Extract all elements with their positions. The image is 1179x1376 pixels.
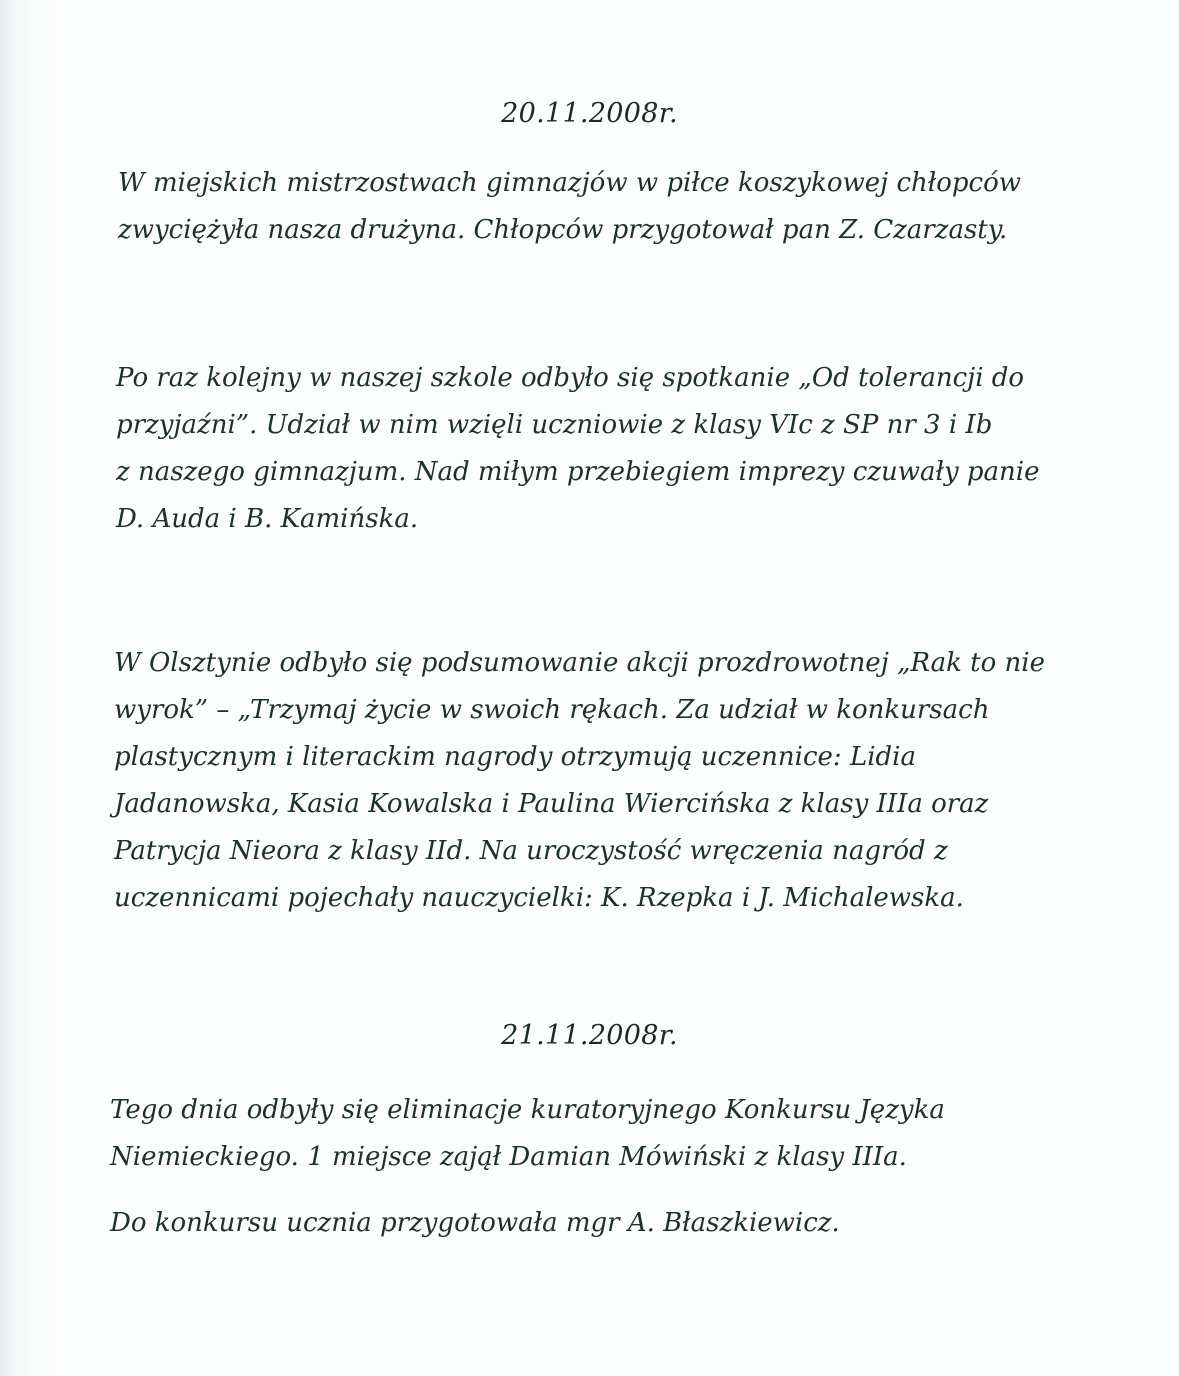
text-line: Patrycja Nieora z klasy IId. Na uroczystość wręczenia nagród z — [114, 836, 948, 866]
text-line: Do konkursu ucznia przygotowała mgr A. Błaszkiewicz. — [110, 1208, 840, 1238]
text-line: W miejskich mistrzostwach gimnazjów w piłce koszykowej chłopców — [118, 168, 1021, 198]
text-line: Jadanowska, Kasia Kowalska i Paulina Wiercińska z klasy IIIa oraz — [114, 789, 989, 819]
text-line: przyjaźni”. Udział w nim wzięli uczniowie z klasy VIc z SP nr 3 i Ib — [116, 410, 993, 440]
paragraph-german-contest — [110, 1087, 945, 1181]
text-line: wyrok” – „Trzymaj życie w swoich rękach. Za udział w konkursach — [114, 695, 990, 725]
paragraph-basketball — [118, 160, 1021, 254]
paragraph-tolerance-meeting — [116, 355, 1040, 543]
paragraph-contest-teacher — [110, 1200, 840, 1247]
text-line: Po raz kolejny w naszej szkole odbyło się spotkanie „Od tolerancji do — [116, 363, 1025, 393]
text-line: uczennicami pojechały nauczycielki: K. Rzepka i J. Michalewska. — [114, 883, 964, 913]
text-line: Tego dnia odbyły się eliminacje kuratoryjnego Konkursu Języka — [110, 1095, 945, 1125]
text-line: D. Auda i B. Kamińska. — [116, 504, 419, 534]
text-line: W Olsztynie odbyło się podsumowanie akcji prozdrowotnej „Rak to nie — [114, 648, 1045, 678]
text-line: z naszego gimnazjum. Nad miłym przebiegiem imprezy czuwały panie — [116, 457, 1040, 487]
entry-date: 21.11.2008r. — [501, 1020, 678, 1051]
text-line: plastycznym i literackim nagrody otrzymują uczennice: Lidia — [114, 742, 917, 772]
paragraph-health-campaign — [114, 640, 1045, 922]
entry-date: 20.11.2008r. — [501, 98, 678, 129]
text-line: zwyciężyła nasza drużyna. Chłopców przygotował pan Z. Czarzasty. — [118, 215, 1008, 245]
text-line: Niemieckiego. 1 miejsce zajął Damian Mówiński z klasy IIIa. — [110, 1142, 907, 1172]
